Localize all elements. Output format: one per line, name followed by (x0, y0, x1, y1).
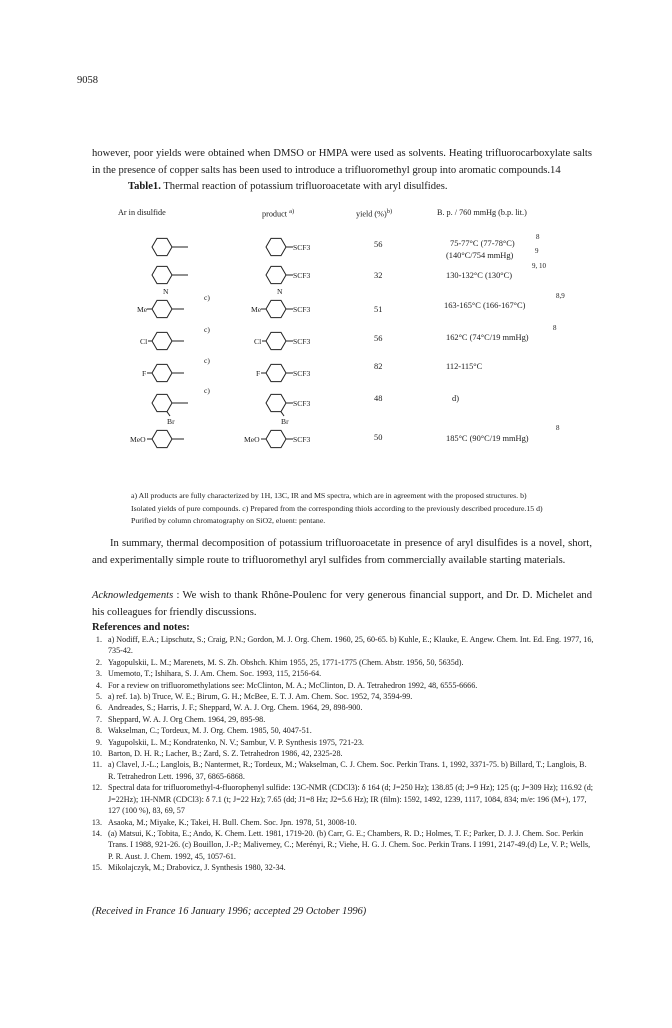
chloro-label: Cl (140, 337, 148, 346)
reference-item: 12. Spectral data for trifluoromethyl-4-fluorophenyl sulfide: 13C-NMR (CDCl3): δ 164 (d; J=250 Hz); 138.85 (d; J=9 Hz); 125 (q; J=309 Hz); 116.92 (d; J=22Hz); 1H-NMR (CDCl3): δ 7.1 (t; J=22 Hz); 7.65 (dd; J1=8 Hz; J2=5.6 Hz); IR (film): 1592, 1492, 1239, 1117, 1084, 834; m/e: 196 (M+), 177, 127 (100 %), 83, 69, 57 (91, 783, 593, 816)
pyridine-ring (266, 266, 286, 283)
benzene-ring (266, 430, 286, 447)
reference-item: 7. Sheppard, W. A. J. Org Chem. 1964, 29, 895-98. (95, 714, 266, 724)
benzene-ring (266, 332, 286, 349)
benzene-ring (152, 394, 172, 411)
bp-cell: 185°C (90°C/19 mmHg) (446, 434, 529, 443)
bp-cell: 162°C (74°C/19 mmHg) (446, 333, 529, 342)
benzene-ring (152, 332, 172, 349)
yield-cell: 50 (374, 433, 383, 442)
bp-cell: 163-165°C (166-167°C) (444, 301, 526, 310)
yield-cell: 51 (374, 305, 383, 314)
footnote-c-mark: c) (204, 293, 210, 302)
header-yield: yield (%)$^{b)}$ (356, 208, 393, 219)
reference-item: 15. Mikolajczyk, M.; Drabovicz, J. Synthesis 1980, 32-34. (91, 863, 286, 873)
reference-mark: 9, 10 (532, 262, 546, 270)
scf3-label: SCF3 (293, 435, 311, 444)
references-heading: References and notes: (92, 622, 190, 633)
reference-item: 13. Asaoka, M.; Miyake, K.; Takei, H. Bull. Chem. Soc. Jpn. 1978, 51, 3008-10. (91, 817, 357, 827)
footnote-c-mark: c) (204, 356, 210, 365)
product-structure-5 (234, 362, 364, 392)
reference-item: 3. Umemoto, T.; Ishihara, S. J. Am. Chem. Soc. 1993, 115, 2156-64. (95, 669, 322, 679)
disulfide-structure-7 (116, 428, 208, 458)
reference-item: 5. a) ref. 1a). b) Truce, W. E.; Birum, G. H.; McBee, E. T. J. Am. Chem. Soc. 1952, 74, 3594-99. (95, 692, 413, 702)
disulfide-structure-3 (126, 298, 206, 328)
footnote-c-mark: c) (204, 386, 210, 395)
reference-item: 11. a) Clavel, J.-L.; Langlois, B.; Nantermet, R.; Tordeux, M.; Wakselman, C. J. Chem. Soc. Perkin Trans. 1, 1992, 3371-75. b) Billard, T.; Langlois, B. R. Tetrahedron Lett. 1996, 37, 6865-6868. (92, 760, 587, 781)
product-structure-2 (256, 264, 366, 300)
reference-item: 10. Barton, D. H. R.; Lacher, B.; Zard, S. Z. Tetrahedron 1986, 42, 2325-28. (91, 749, 343, 759)
benzene-ring (266, 238, 286, 255)
reference-list (80, 634, 595, 874)
product-structure-6 (256, 392, 366, 430)
bp-cell: 112-115°C (446, 362, 483, 371)
disulfide-structure-4 (126, 330, 206, 360)
disulfide-structure-6 (148, 392, 208, 430)
yield-cell: 82 (374, 362, 383, 371)
scf3-label: SCF3 (293, 369, 311, 378)
yield-cell: 48 (374, 394, 383, 403)
reference-item: 1. a) Nodiff, E.A.; Lipschutz, S.; Craig, P.N.; Gordon, M. J. Org. Chem. 1960, 25, 60-65. b) Kuhle, E.; Klauke, E. Angew. Chem. Int. Ed. Eng. 1977, 16, 735-42. (95, 635, 594, 656)
table-caption (128, 181, 448, 192)
disulfide-structure-1 (148, 236, 208, 266)
nitrogen-label: N (163, 287, 169, 296)
product-structure-4 (234, 330, 364, 360)
reference-mark: 9 (535, 247, 539, 255)
reference-item: 14. (a) Matsui, K.; Tobita, E.; Ando, K. Chem. Lett. 1981, 1719-20. (b) Carr, G. E.; Chambers, R. D.; Holmes, T. F.; Parker, D. J. J. Chem. Soc. Perkin Trans. I 1988, 921-26. (c) Bouillon, J.-P.; Maliverney, C.; Merényi, R.; Viehe, H. G. J. Chem. Soc. Perkin Trans. I 1991, 2147-49.(d) Le, V. P.; Wells, P. R. Aust. J. Chem. 1992, 45, 1057-61. (91, 828, 591, 861)
benzene-ring (266, 300, 286, 317)
methyl-label: Me (137, 305, 148, 314)
chloro-label: Cl (254, 337, 262, 346)
benzene-ring (266, 364, 286, 381)
acknowledgements-text: : We wish to thank Rhône-Poulenc for very generous financial support, and Dr. D. Michelet and his colleagues for friendly discussions. (92, 590, 592, 618)
intro-paragraph: however, poor yields were obtained when DMSO or HMPA were used as solvents. Heating trifluorocarboxylate salts in the presence of copper salts has been used to introduce a trifluoromethyl group into aromatic compounds.14 (92, 148, 592, 176)
pyridine-ring (152, 266, 172, 283)
product-structure-7 (226, 428, 366, 458)
reference-mark: 8,9 (556, 292, 565, 300)
fluoro-label: F (256, 369, 261, 378)
header-bp: B. p. / 760 mmHg (b.p. lit.) (437, 208, 527, 217)
benzene-ring (266, 394, 286, 411)
scf3-label: SCF3 (293, 243, 311, 252)
header-ar: Ar in disulfide (118, 208, 166, 217)
benzene-ring (152, 300, 172, 317)
header-product: product $^{a)}$ (262, 208, 295, 219)
reference-item: 2. Yagopulskii, L. M.; Marenets, M. S. Zh. Obshch. Khim 1955, 25, 1771-1775 (Chem. Abstr. 1956, 50, 5635d). (95, 657, 464, 667)
table-caption-text: Thermal reaction of potassium trifluoroacetate with aryl disulfides. (160, 181, 448, 192)
reference-item: 8. Wakselman, C.; Tordeux, M. J. Org. Chem. 1985, 50, 4047-51. (95, 726, 312, 736)
summary-paragraph: In summary, thermal decomposition of potassium trifluoroacetate in presence of aryl disulfides is a novel, short, and experimentally simple route to trifluoromethyl aryl sulfides from commercially available starting materials. (92, 538, 592, 566)
reference-mark: 8 (536, 233, 540, 241)
reference-item: 6. Andreades, S.; Harris, J. F.; Sheppard, W. A. J. Org. Chem. 1964, 29, 898-900. (95, 703, 363, 713)
reference-mark: 8 (556, 424, 560, 432)
product-structure-1 (256, 236, 366, 266)
bp-cell: 75-77°C (77-78°C) (450, 239, 515, 248)
footnote-c-mark: c) (204, 325, 210, 334)
acknowledgements-paragraph (92, 587, 592, 621)
bp-secondary-cell: (140°C/754 mmHg) (446, 251, 514, 260)
product-structure-3 (234, 298, 364, 328)
methoxy-label: MeO (130, 435, 146, 444)
methoxy-label: MeO (244, 435, 260, 444)
benzene-ring (152, 430, 172, 447)
page-number: 9058 (77, 75, 98, 86)
methyl-label: Me (251, 305, 262, 314)
bp-cell: d) (452, 394, 459, 403)
scf3-label: SCF3 (293, 271, 311, 280)
bromo-label: Br (281, 417, 289, 426)
yield-cell: 32 (374, 271, 383, 280)
acknowledgements-label: Acknowledgements (92, 590, 174, 601)
disulfide-structure-5 (126, 362, 206, 392)
disulfide-structure-2 (148, 264, 208, 300)
yield-cell: 56 (374, 240, 383, 249)
fluoro-label: F (142, 369, 147, 378)
scf3-label: SCF3 (293, 399, 311, 408)
yield-cell: 56 (374, 334, 383, 343)
table-caption-label: Table1. (128, 181, 161, 192)
nitrogen-label: N (277, 287, 283, 296)
scf3-label: SCF3 (293, 337, 311, 346)
bp-cell: 130-132°C (130°C) (446, 271, 513, 280)
scf3-label: SCF3 (293, 305, 311, 314)
bromo-label: Br (167, 417, 175, 426)
table-footnote: a) All products are fully characterized by 1H, 13C, IR and MS spectra, which are in agreement with the proposed structures. b) Isolated yields of pure compounds. c) Prepared from the corresponding thiols according to the previously described procedure.15 d) Purified by column chromatography on SiO2, eluent: pentane. (131, 491, 543, 525)
benzene-ring (152, 238, 172, 255)
reference-item: 9. Yagupolskii, L. M.; Kondratenko, N. V.; Sambur, V. P. Synthesis 1975, 721-23. (95, 737, 364, 747)
reference-mark: 8 (553, 324, 557, 332)
received-line: (Received in France 16 January 1996; accepted 29 October 1996) (92, 906, 367, 917)
benzene-ring (152, 364, 172, 381)
reference-item: 4. For a review on trifluoromethylations see: McClinton, M. A.; McClinton, D. A. Tetrahedron 1992, 48, 6555-6666. (95, 680, 478, 690)
